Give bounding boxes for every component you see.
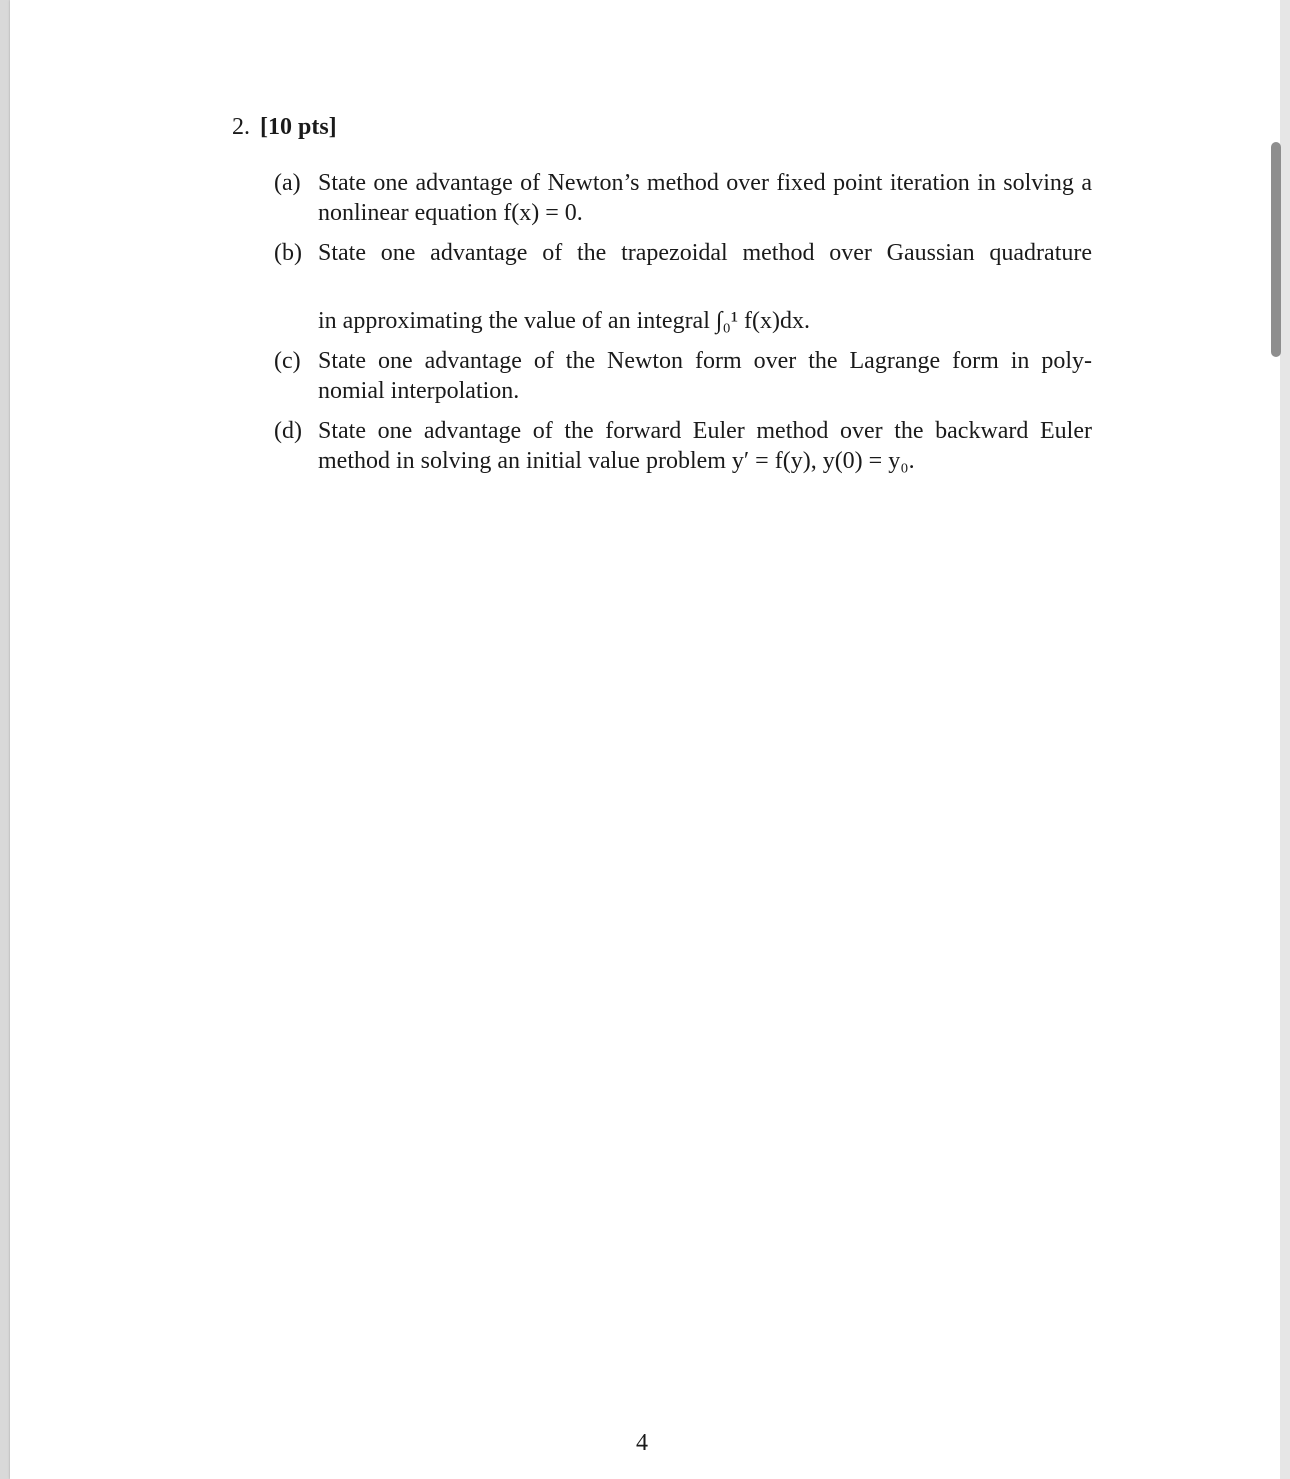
item-text: State one advantage of the forward Euler method over the backward Euler method in solving an initial value problem y′ = f(y), y(0) = y₀. — [318, 418, 1092, 474]
item-label: (c) — [274, 348, 301, 374]
page-content — [232, 112, 1092, 486]
problem-points: [10 pts] — [260, 114, 337, 140]
problem-heading — [232, 112, 1092, 142]
question-item-d — [232, 416, 1092, 476]
pdf-page — [10, 0, 1280, 1479]
item-text-line-1: State one advantage of the trapezoidal method over Gaussian quadrature — [318, 240, 1092, 266]
question-item-a — [232, 168, 1092, 228]
item-text-line-2: in approximating the value of an integral ∫₀¹ f(x)dx. — [318, 308, 810, 334]
item-label: (a) — [274, 170, 301, 196]
question-item-c — [232, 346, 1092, 406]
item-text: State one advantage of the Newton form over the Lagrange form in poly- nomial interpolation. — [318, 348, 1092, 404]
item-text: State one advantage of Newton’s method over fixed point iteration in solving a nonlinear equation f(x) = 0. — [318, 170, 1092, 226]
item-label: (b) — [274, 240, 302, 266]
question-item-b — [232, 238, 1092, 336]
scrollbar-thumb[interactable] — [1271, 142, 1281, 357]
item-label: (d) — [274, 418, 302, 444]
page-number: 4 — [636, 1430, 648, 1456]
problem-number: 2. — [232, 114, 250, 140]
scrollbar-track[interactable] — [1280, 0, 1290, 1479]
